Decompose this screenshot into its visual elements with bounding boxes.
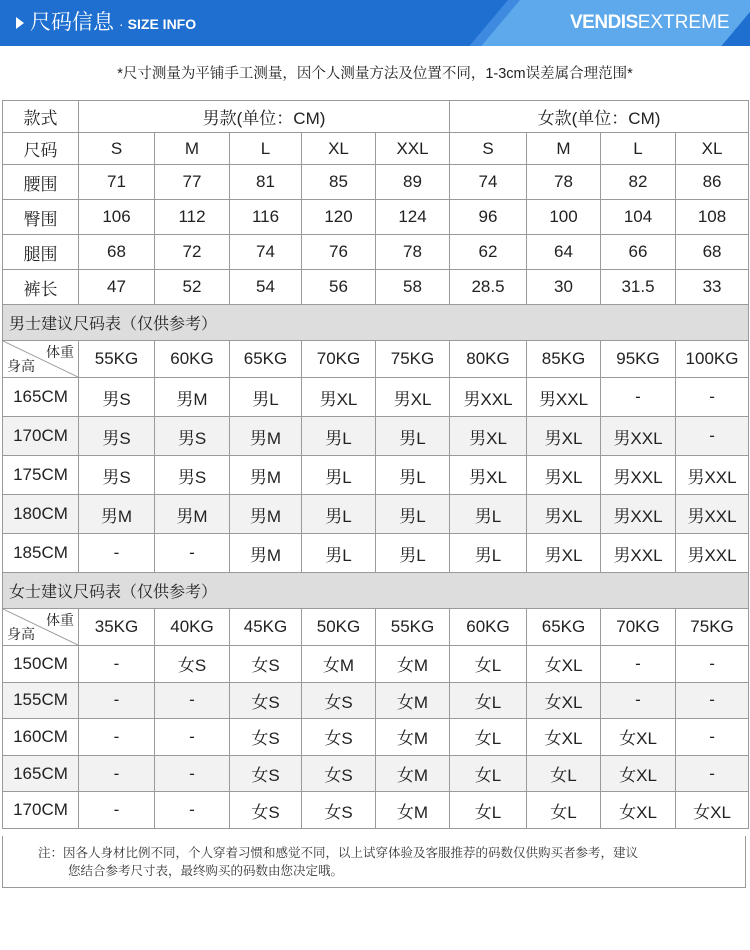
rec-size-cell: 男L (302, 417, 376, 456)
rec-size-cell: 男XL (376, 378, 450, 417)
height-cell: 185CM (3, 534, 79, 573)
size-cell: XXL (376, 133, 450, 165)
rec-size-cell: 男XXL (601, 495, 676, 534)
height-cell: 165CM (3, 378, 79, 417)
brand-light: EXTREME (637, 12, 730, 33)
rec-size-cell: 男XXL (601, 456, 676, 495)
weight-cell: 60KG (450, 609, 527, 646)
rec-size-cell: 男L (450, 534, 527, 573)
measure-label: 腰围 (3, 165, 79, 200)
title-text: 尺码信息 (30, 11, 114, 34)
weight-cell: 35KG (79, 609, 155, 646)
measure-value: 77 (155, 165, 230, 200)
rec-size-cell: 男L (376, 456, 450, 495)
rec-size-cell: 男S (79, 417, 155, 456)
measure-value: 31.5 (601, 270, 676, 305)
rec-size-cell: 男XXL (601, 417, 676, 456)
weight-label: 体重 (46, 344, 74, 360)
footnote-line-2: 您结合参考尺寸表，最终购买的码数由您决定哦。 (68, 864, 344, 878)
height-cell: 175CM (3, 456, 79, 495)
header-banner (0, 0, 750, 46)
measure-value: 112 (155, 200, 230, 235)
men-rec-row (3, 417, 749, 456)
men-section-title: 男士建议尺码表（仅供参考） (3, 305, 749, 341)
measure-value: 71 (79, 165, 155, 200)
rec-size-cell: 女S (230, 792, 302, 829)
measure-value: 74 (230, 235, 302, 270)
height-cell: 165CM (3, 755, 79, 792)
measure-value: 82 (601, 165, 676, 200)
rec-size-cell: 女L (527, 792, 601, 829)
rec-size-cell: 女S (155, 646, 230, 683)
rec-size-cell: - (601, 378, 676, 417)
rec-size-cell: 男L (450, 495, 527, 534)
weight-cell: 85KG (527, 341, 601, 378)
rec-size-cell: - (79, 792, 155, 829)
rec-size-cell: 女M (376, 792, 450, 829)
rec-size-cell: 男S (155, 456, 230, 495)
measure-value: 120 (302, 200, 376, 235)
women-section-title: 女士建议尺码表（仅供参考） (3, 573, 749, 609)
weight-cell: 75KG (676, 609, 749, 646)
men-title-row (3, 305, 749, 341)
men-rec-row (3, 456, 749, 495)
rec-size-cell: 男XL (527, 456, 601, 495)
rec-size-cell: - (79, 682, 155, 719)
measure-row (3, 200, 749, 235)
height-cell: 150CM (3, 646, 79, 683)
measure-value: 81 (230, 165, 302, 200)
diagonal-header-cell (3, 609, 79, 646)
rec-size-cell: 男M (230, 456, 302, 495)
measure-label: 腿围 (3, 235, 79, 270)
rec-size-cell: 男XXL (527, 378, 601, 417)
measure-value: 108 (676, 200, 749, 235)
measure-value: 78 (376, 235, 450, 270)
measure-value: 47 (79, 270, 155, 305)
height-cell: 170CM (3, 417, 79, 456)
measure-value: 106 (79, 200, 155, 235)
measure-row (3, 235, 749, 270)
men-rec-row (3, 495, 749, 534)
size-cell: M (155, 133, 230, 165)
measure-value: 72 (155, 235, 230, 270)
rec-size-cell: - (676, 417, 749, 456)
rec-size-cell: 女S (302, 682, 376, 719)
rec-size-cell: 女M (376, 755, 450, 792)
rec-size-cell: - (79, 755, 155, 792)
rec-size-cell: 女L (527, 755, 601, 792)
height-label: 身高 (7, 358, 35, 374)
measure-row (3, 270, 749, 305)
men-unit-label: 男款(单位：CM) (79, 101, 450, 133)
rec-size-cell: - (155, 792, 230, 829)
rec-size-cell: 女L (450, 755, 527, 792)
style-label: 款式 (3, 101, 79, 133)
measure-value: 78 (527, 165, 601, 200)
measure-value: 86 (676, 165, 749, 200)
rec-size-cell: - (155, 682, 230, 719)
rec-size-cell: 男XXL (601, 534, 676, 573)
size-cell: S (450, 133, 527, 165)
rec-size-cell: 男L (376, 495, 450, 534)
rec-size-cell: 女L (450, 646, 527, 683)
measure-value: 96 (450, 200, 527, 235)
rec-size-cell: - (676, 682, 749, 719)
rec-size-cell: 男S (79, 456, 155, 495)
measure-value: 54 (230, 270, 302, 305)
rec-size-cell: 男M (155, 495, 230, 534)
weight-cell: 65KG (230, 341, 302, 378)
measure-value: 28.5 (450, 270, 527, 305)
weight-cell: 65KG (527, 609, 601, 646)
measure-value: 89 (376, 165, 450, 200)
women-rec-row (3, 755, 749, 792)
rec-size-cell: 女S (230, 755, 302, 792)
women-unit-label: 女款(单位：CM) (450, 101, 749, 133)
rec-size-cell: 女XL (527, 719, 601, 756)
rec-size-cell: 男XXL (450, 378, 527, 417)
measure-value: 85 (302, 165, 376, 200)
size-cell: XL (302, 133, 376, 165)
weight-label: 体重 (46, 612, 74, 628)
rec-size-cell: 男XXL (676, 495, 749, 534)
weight-cell: 75KG (376, 341, 450, 378)
brand-logo (570, 11, 730, 35)
brand-bold: VENDIS (570, 12, 638, 33)
measure-value: 104 (601, 200, 676, 235)
size-table (2, 100, 749, 829)
weight-cell: 95KG (601, 341, 676, 378)
rec-size-cell: 女S (302, 792, 376, 829)
measure-label: 臀围 (3, 200, 79, 235)
title-dot: · (119, 16, 124, 32)
rec-size-cell: - (676, 719, 749, 756)
weight-cell: 40KG (155, 609, 230, 646)
rec-size-cell: 女S (230, 719, 302, 756)
weight-cell: 70KG (601, 609, 676, 646)
height-cell: 155CM (3, 682, 79, 719)
rec-size-cell: 男L (376, 534, 450, 573)
men-rec-row (3, 534, 749, 573)
rec-size-cell: 男M (79, 495, 155, 534)
rec-size-cell: 女XL (527, 646, 601, 683)
rec-size-cell: - (79, 534, 155, 573)
measurement-note: *尺寸测量为平铺手工测量，因个人测量方法及位置不同，1-3cm误差属合理范围* (117, 66, 633, 82)
measure-value: 68 (676, 235, 749, 270)
height-cell: 160CM (3, 719, 79, 756)
rec-size-cell: 男M (230, 495, 302, 534)
rec-size-cell: 女XL (527, 682, 601, 719)
rec-size-cell: 男L (302, 495, 376, 534)
rec-size-cell: 女S (230, 646, 302, 683)
measure-value: 74 (450, 165, 527, 200)
measure-value: 66 (601, 235, 676, 270)
size-label: 尺码 (3, 133, 79, 165)
rec-size-cell: 男L (302, 456, 376, 495)
rec-size-cell: - (155, 719, 230, 756)
women-rec-row (3, 646, 749, 683)
women-title-row (3, 573, 749, 609)
rec-size-cell: 女M (376, 682, 450, 719)
height-cell: 180CM (3, 495, 79, 534)
rec-size-cell: 男XL (527, 534, 601, 573)
measure-label: 裤长 (3, 270, 79, 305)
height-cell: 170CM (3, 792, 79, 829)
rec-size-cell: 女M (376, 646, 450, 683)
rec-size-cell: 女L (450, 682, 527, 719)
rec-size-cell: 男L (376, 417, 450, 456)
size-cell: S (79, 133, 155, 165)
diagonal-header-cell (3, 341, 79, 378)
rec-size-cell: 女L (450, 719, 527, 756)
rec-size-cell: 男XL (527, 495, 601, 534)
measure-value: 100 (527, 200, 601, 235)
rec-size-cell: 女L (450, 792, 527, 829)
title-subtitle: SIZE INFO (127, 16, 197, 32)
footnote-line-1: 注：因各人身材比例不同，个人穿着习惯和感觉不同，以上试穿体验及客服推荐的码数仅供购买者参考，建议 (38, 846, 639, 860)
rec-size-cell: 男XXL (676, 456, 749, 495)
women-rec-row (3, 682, 749, 719)
height-label: 身高 (7, 626, 35, 642)
measure-value: 56 (302, 270, 376, 305)
rec-size-cell: 男M (230, 417, 302, 456)
rec-size-cell: 女XL (601, 755, 676, 792)
rec-size-cell: - (676, 755, 749, 792)
rec-size-cell: - (601, 682, 676, 719)
rec-size-cell: 男XL (527, 417, 601, 456)
rec-size-cell: 男XL (450, 417, 527, 456)
rec-size-cell: 男L (302, 534, 376, 573)
rec-size-cell: - (155, 534, 230, 573)
rec-size-cell: 男M (230, 534, 302, 573)
men-weight-row (3, 341, 749, 378)
rec-size-cell: 女S (230, 682, 302, 719)
measure-value: 68 (79, 235, 155, 270)
men-rec-row (3, 378, 749, 417)
rec-size-cell: 女XL (601, 719, 676, 756)
measure-value: 33 (676, 270, 749, 305)
triangle-icon (16, 17, 24, 29)
rec-size-cell: - (676, 646, 749, 683)
page-title (30, 9, 196, 38)
rec-size-cell: - (155, 755, 230, 792)
rec-size-cell: 女M (376, 719, 450, 756)
rec-size-cell: 男S (79, 378, 155, 417)
size-cell: M (527, 133, 601, 165)
weight-cell: 70KG (302, 341, 376, 378)
header-row (3, 101, 749, 133)
rec-size-cell: 女XL (601, 792, 676, 829)
measure-row (3, 165, 749, 200)
size-cell: L (230, 133, 302, 165)
measure-value: 62 (450, 235, 527, 270)
rec-size-cell: - (676, 378, 749, 417)
rec-size-cell: 男L (230, 378, 302, 417)
size-table-body (3, 101, 749, 829)
rec-size-cell: - (601, 646, 676, 683)
weight-cell: 80KG (450, 341, 527, 378)
measure-value: 116 (230, 200, 302, 235)
women-weight-row (3, 609, 749, 646)
measure-value: 58 (376, 270, 450, 305)
size-row (3, 133, 749, 165)
rec-size-cell: 女XL (676, 792, 749, 829)
measure-value: 64 (527, 235, 601, 270)
women-rec-row (3, 792, 749, 829)
weight-cell: 55KG (376, 609, 450, 646)
rec-size-cell: - (79, 646, 155, 683)
rec-size-cell: 男XXL (676, 534, 749, 573)
footnote (2, 836, 746, 888)
measure-value: 124 (376, 200, 450, 235)
weight-cell: 45KG (230, 609, 302, 646)
rec-size-cell: 男XL (450, 456, 527, 495)
weight-cell: 55KG (79, 341, 155, 378)
rec-size-cell: 女S (302, 755, 376, 792)
size-cell: L (601, 133, 676, 165)
rec-size-cell: 男S (155, 417, 230, 456)
weight-cell: 50KG (302, 609, 376, 646)
measure-value: 76 (302, 235, 376, 270)
measure-value: 30 (527, 270, 601, 305)
measure-value: 52 (155, 270, 230, 305)
size-cell: XL (676, 133, 749, 165)
women-rec-row (3, 719, 749, 756)
rec-size-cell: 女M (302, 646, 376, 683)
rec-size-cell: - (79, 719, 155, 756)
weight-cell: 60KG (155, 341, 230, 378)
rec-size-cell: 男M (155, 378, 230, 417)
rec-size-cell: 女S (302, 719, 376, 756)
weight-cell: 100KG (676, 341, 749, 378)
rec-size-cell: 男XL (302, 378, 376, 417)
